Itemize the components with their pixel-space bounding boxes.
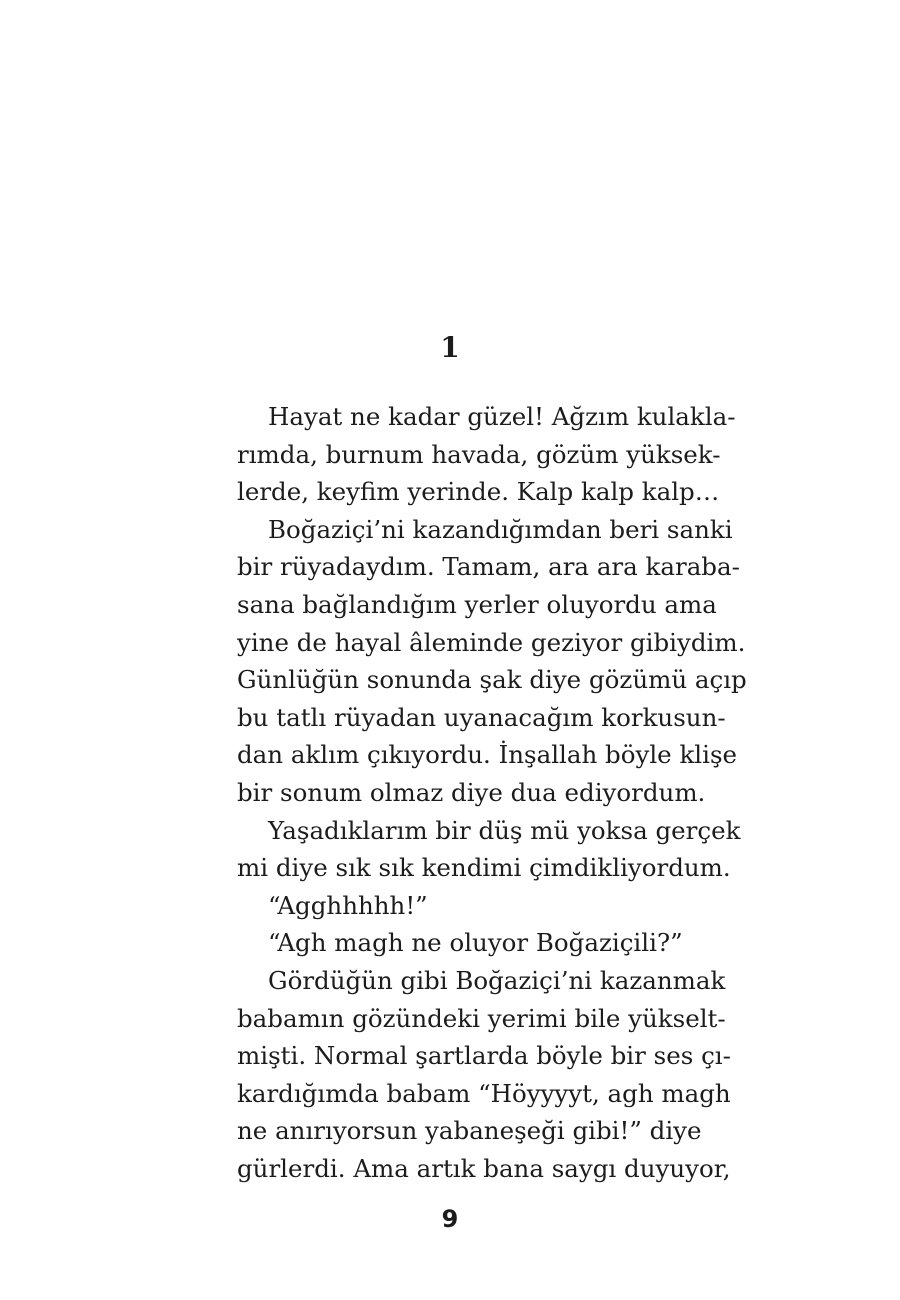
text-line: kardığımda babam “Höyyyyt, agh magh [237,1078,731,1108]
text-line: bir sonum olmaz diye dua ediyordum. [237,777,706,807]
text-line: Gördüğün gibi Boğaziçi’ni kazanmak [268,965,726,995]
text-line: yine de hayal âleminde geziyor gibiydim. [237,627,746,657]
chapter-number: 1 [440,331,460,364]
text-line: Günlüğün sonunda şak diye gözümü açıp [237,665,747,695]
text-line: ne anırıyorsun yabaneşeği gibi!” diye [237,1116,702,1146]
text-line: bu tatlı rüyadan uyanacağım korkusun- [237,702,726,732]
text-line: lerde, keyfim yerinde. Kalp kalp kalp… [237,477,720,507]
text-line: mi diye sık sık kendimi çimdikliyordum. [237,853,731,883]
text-line: “Agh magh ne oluyor Boğaziçili?” [268,928,683,958]
text-line: Yaşadıklarım bir düş mü yoksa gerçek [268,815,741,845]
text-line: sana bağlandığım yerler oluyordu ama [237,589,717,619]
text-line: Hayat ne kadar güzel! Ağzım kulakla- [268,402,736,431]
text-line: babamın gözündeki yerimi bile yükselt- [237,1003,726,1033]
text-line: rımda, burnum havada, gözüm yüksek- [237,439,721,469]
body-text [237,398,747,1187]
text-line: gürlerdi. Ama artık bana saygı duyuyor, [237,1153,731,1183]
text-line: bir rüyadaydım. Tamam, ara ara karaba- [237,552,740,582]
text-line: dan aklım çıkıyordu. İnşallah böyle klişe [237,740,738,770]
text-line: Boğaziçi’ni kazandığımdan beri sanki [268,514,733,544]
page-number: 9 [441,1205,459,1233]
text-line: mişti. Normal şartlarda böyle bir ses çı- [237,1041,731,1071]
text-line: “Agghhhhh!” [268,890,428,920]
